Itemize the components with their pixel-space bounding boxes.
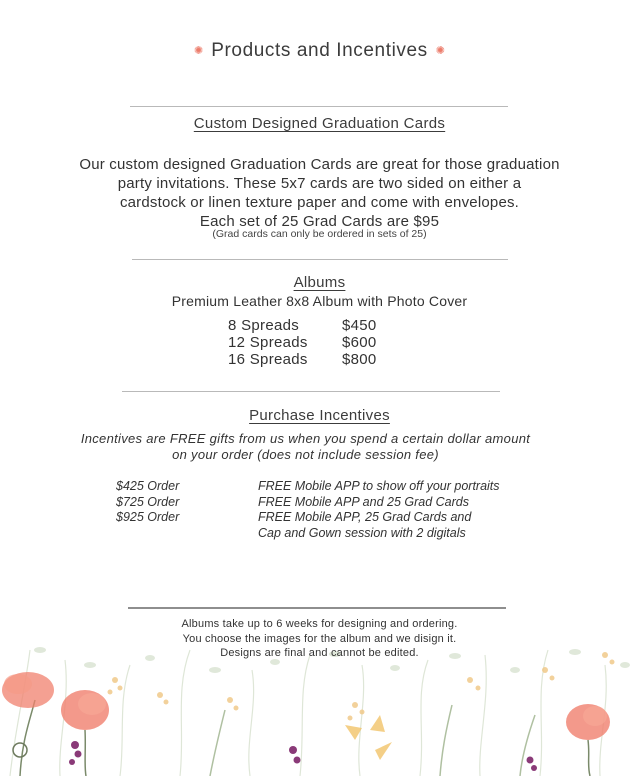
page-title-row [0,40,639,62]
albums-section [0,274,639,291]
incentive-row [116,510,558,526]
page-title: Products and Incentives [211,40,428,61]
flower-dot-icon: ✺ [435,44,446,57]
grad-cards-line: party invitations. These 5x7 cards are two sided on either a [117,175,522,192]
footer-line: Designs are final and cannot be edited. [220,647,419,659]
incentive-row [116,526,558,542]
incentive-row [116,495,558,511]
footer-line: You choose the images for the album and we disign it. [182,632,457,645]
divider [132,259,508,260]
incentive-amount: $925 Order [116,510,180,524]
album-option [228,351,377,368]
footer-line: Albums take up to 6 weeks for designing and ordering. [181,618,458,630]
flower-dot-icon: ✺ [193,44,204,57]
incentive-amount [116,526,258,542]
album-option [228,317,377,334]
grad-cards-line: cardstock or linen texture paper and come with envelopes. [119,194,520,211]
album-option-name: 16 Spreads [228,351,308,368]
incentives-intro-line: on your order (does not include session fee) [172,447,439,462]
incentive-row [116,479,558,495]
album-option-price: $800 [342,351,377,368]
footer-notes [0,617,639,661]
album-options-list [228,317,377,368]
album-option [228,334,377,351]
incentive-gift: Cap and Gown session with 2 digitals [258,525,466,540]
albums-subtitle: Premium Leather 8x8 Album with Photo Cover [171,293,468,309]
incentive-gift: FREE Mobile APP to show off your portraits [258,479,500,493]
divider [122,391,500,392]
grad-cards-note: (Grad cards can only be ordered in sets of 25) [212,228,427,240]
album-option-price: $450 [342,317,377,334]
footer-divider [128,607,506,609]
incentives-section [0,407,639,424]
grad-cards-line: Our custom designed Graduation Cards are great for those graduation [79,156,560,173]
incentive-gift: FREE Mobile APP, 25 Grad Cards and [258,510,472,524]
albums-heading: Albums [293,274,346,291]
album-option-name: 12 Spreads [228,334,308,351]
incentives-table [116,479,558,541]
incentives-heading: Purchase Incentives [249,407,390,424]
incentive-amount: $725 Order [116,494,180,509]
incentive-amount: $425 Order [116,479,180,493]
grad-cards-heading: Custom Designed Graduation Cards [193,115,446,132]
incentives-intro-line: Incentives are FREE gifts from us when you spend a certain dollar amount [80,431,531,446]
album-option-name: 8 Spreads [228,317,300,334]
album-option-price: $600 [342,334,377,351]
grad-cards-section [0,115,639,132]
grad-cards-price-line: Each set of 25 Grad Cards are $95 [199,213,440,230]
divider [130,106,508,107]
incentive-gift: FREE Mobile APP and 25 Grad Cards [258,494,469,509]
grad-cards-description [0,155,639,231]
incentives-intro [0,431,625,463]
